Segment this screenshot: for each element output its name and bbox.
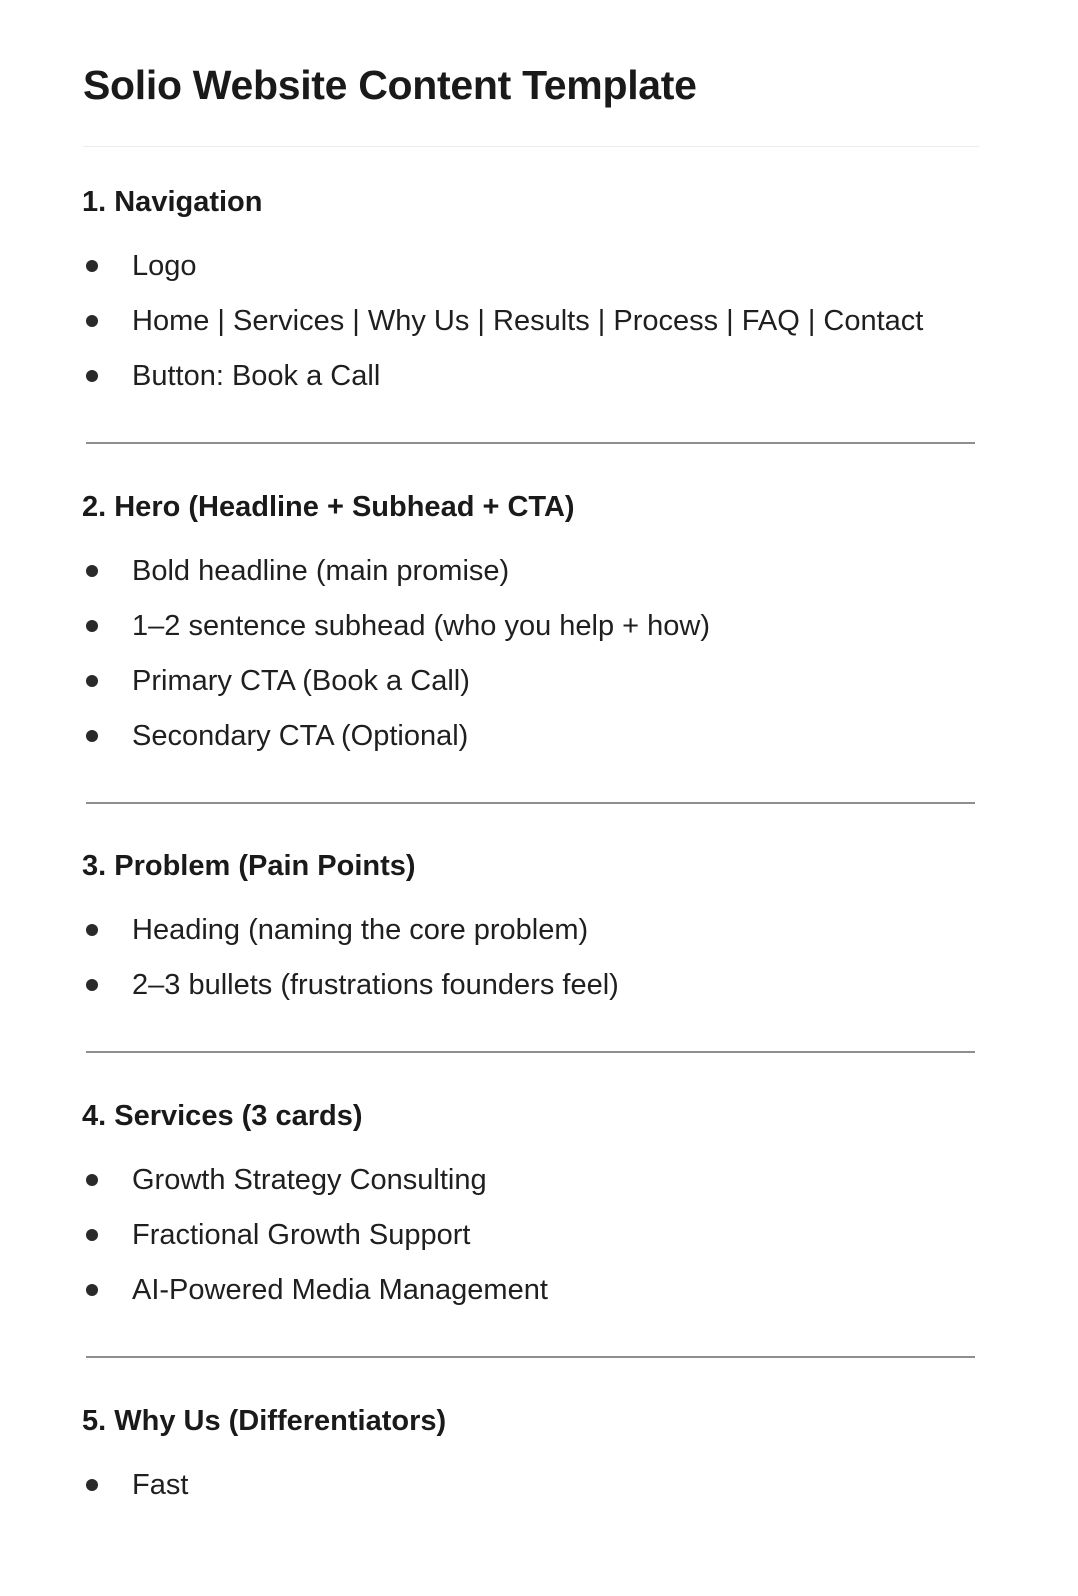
list-item-text: 1–2 sentence subhead (who you help + how): [132, 610, 710, 642]
list-item-text: Secondary CTA (Optional): [132, 720, 469, 752]
list-item-text: Home | Services | Why Us | Results | Process | FAQ | Contact: [132, 305, 924, 337]
list-item-text: Button: Book a Call: [132, 360, 381, 392]
list-item-text: Fast: [132, 1469, 189, 1501]
bullet-icon: [86, 1479, 98, 1491]
list-item-text: Primary CTA (Book a Call): [132, 665, 470, 697]
section-heading: 1. Navigation: [82, 186, 263, 218]
list-item-text: Growth Strategy Consulting: [132, 1164, 487, 1196]
bullet-icon: [86, 565, 98, 577]
list-item-text: 2–3 bullets (frustrations founders feel): [132, 969, 619, 1001]
bullet-icon: [86, 979, 98, 991]
section-heading: 2. Hero (Headline + Subhead + CTA): [82, 491, 575, 523]
bullet-icon: [86, 924, 98, 936]
section-divider: [86, 802, 975, 804]
bullet-icon: [86, 675, 98, 687]
list-item-text: Fractional Growth Support: [132, 1219, 471, 1251]
bullet-icon: [86, 370, 98, 382]
section-heading: 4. Services (3 cards): [82, 1100, 363, 1132]
section-divider: [86, 1356, 975, 1358]
list-item-text: Heading (naming the core problem): [132, 914, 589, 946]
bullet-icon: [86, 1229, 98, 1241]
bullet-icon: [86, 1284, 98, 1296]
bullet-icon: [86, 260, 98, 272]
list-item-text: AI-Powered Media Management: [132, 1274, 548, 1306]
list-item-text: Logo: [132, 250, 197, 282]
list-item-text: Bold headline (main promise): [132, 555, 510, 587]
bullet-icon: [86, 620, 98, 632]
page-title: Solio Website Content Template: [83, 62, 697, 108]
section-divider: [86, 1051, 975, 1053]
section-heading: 5. Why Us (Differentiators): [82, 1405, 447, 1437]
bullet-icon: [86, 315, 98, 327]
section-heading: 3. Problem (Pain Points): [82, 850, 416, 882]
bullet-icon: [86, 730, 98, 742]
title-divider: [83, 146, 979, 147]
section-divider: [86, 442, 975, 444]
bullet-icon: [86, 1174, 98, 1186]
